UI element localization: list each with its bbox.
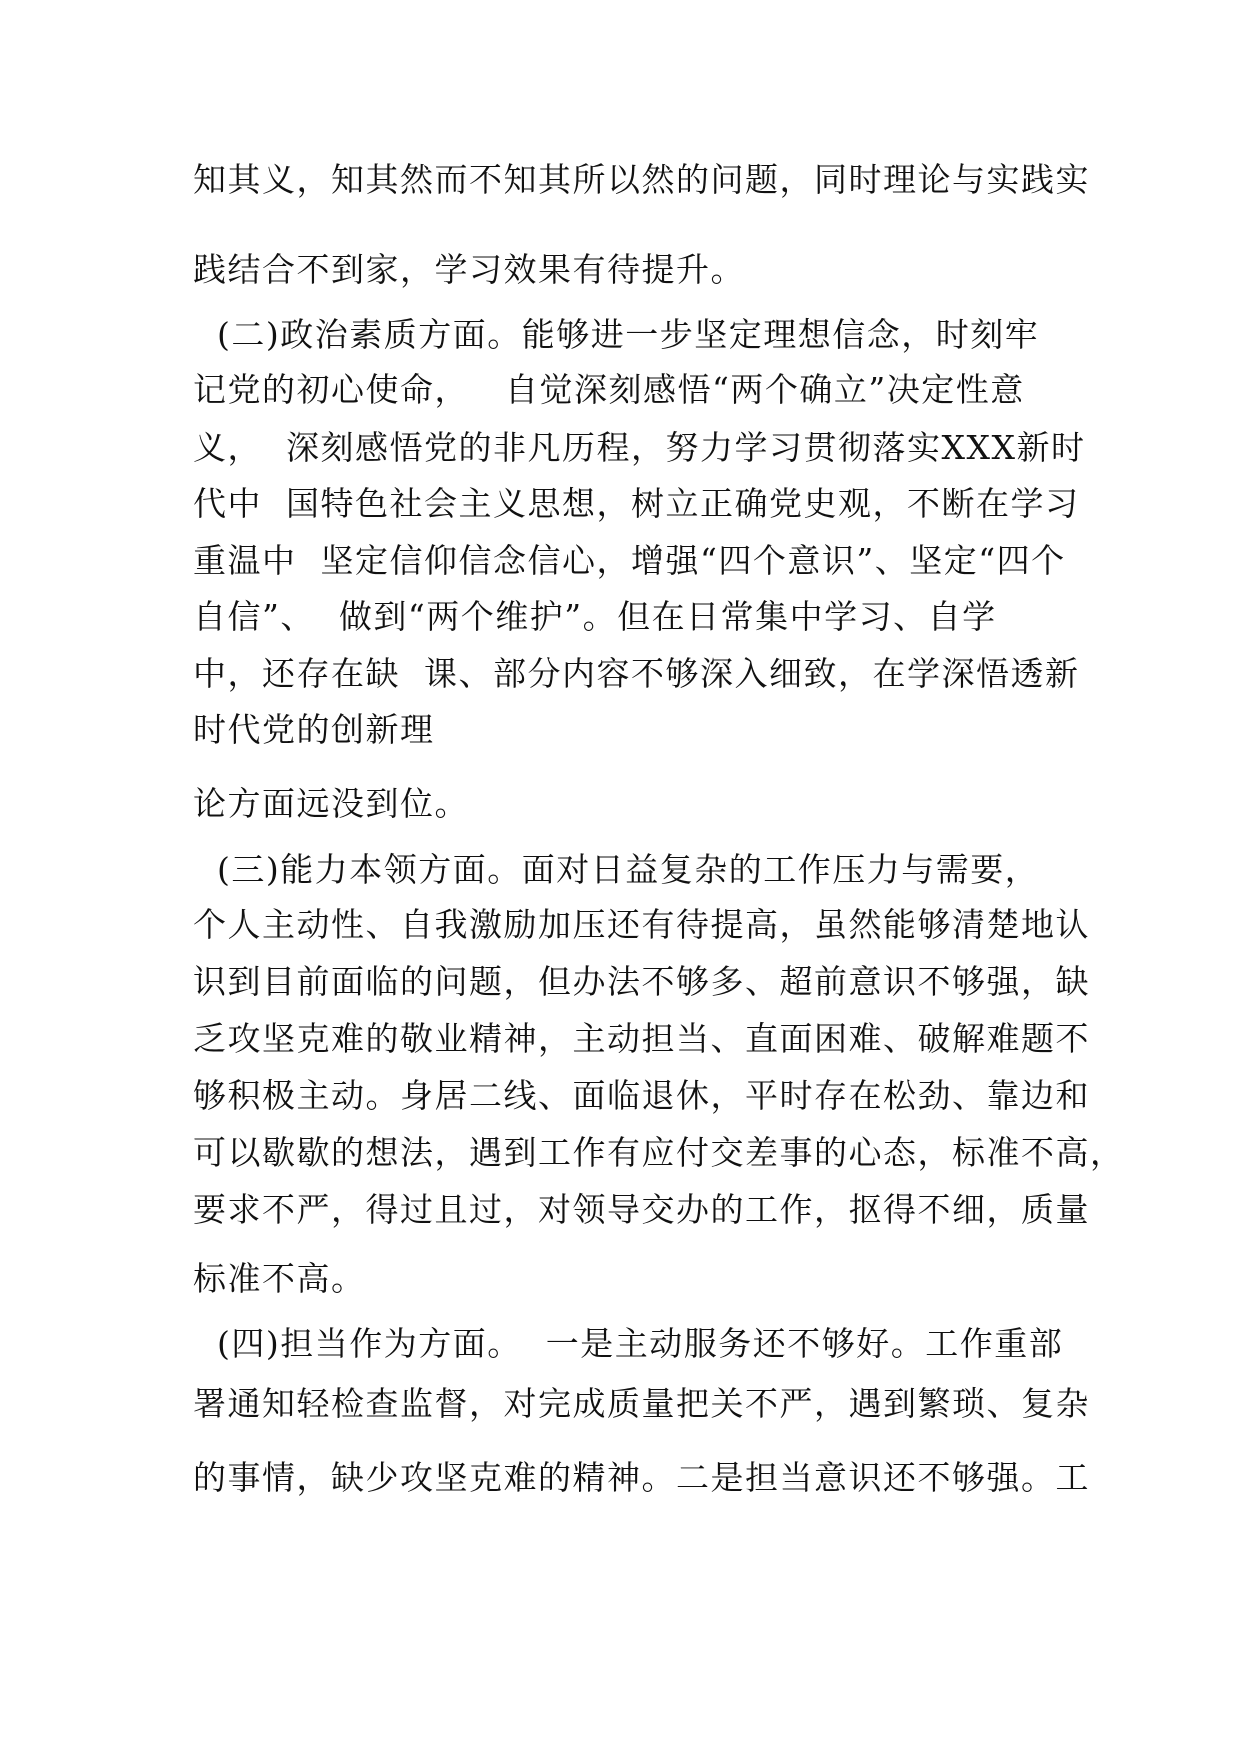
text-line: 时代党的创新理 [193, 710, 435, 749]
text-line: 记党的初心使命， 自觉深刻感悟“两个确立”决定性意 [193, 370, 1025, 409]
text-line: 的事情，缺少攻坚克难的精神。二是担当意识还不够强。工 [193, 1458, 1090, 1497]
text-line: 践结合不到家，学习效果有待提升。 [193, 250, 745, 289]
text-line: 知其义，知其然而不知其所以然的问题，同时理论与实践实 [193, 160, 1090, 199]
text-line: (四)担当作为方面。 一是主动服务还不够好。工作重部 [193, 1324, 1064, 1363]
text-line: 中，还存在缺 课、部分内容不够深入细致，在学深悟透新 [193, 654, 1080, 693]
text-line: (三)能力本领方面。面对日益复杂的工作压力与需要， [193, 850, 1040, 889]
text-line: 论方面远没到位。 [193, 784, 469, 823]
text-line: 个人主动性、自我激励加压还有待提高，虽然能够清楚地认 [193, 905, 1090, 944]
text-line: 义， 深刻感悟党的非凡历程，努力学习贯彻落实XXX新时 [193, 428, 1086, 467]
text-line: 够积极主动。身居二线、面临退休，平时存在松劲、靠边和 [193, 1076, 1090, 1115]
text-line: 要求不严，得过且过，对领导交办的工作，抠得不细，质量 [193, 1190, 1090, 1229]
text-line: 自信”、 做到“两个维护”。但在日常集中学习、自学 [193, 597, 997, 636]
text-line: 可以歇歇的想法，遇到工作有应付交差事的心态，标准不高， [193, 1133, 1125, 1172]
text-line: 标准不高。 [193, 1259, 366, 1298]
text-line: 重温中 坚定信仰信念信心，增强“四个意识”、坚定“四个 [193, 541, 1066, 580]
text-line: 识到目前面临的问题，但办法不够多、超前意识不够强，缺 [193, 962, 1090, 1001]
text-line: 乏攻坚克难的敬业精神，主动担当、直面困难、破解难题不 [193, 1019, 1090, 1058]
text-line: 代中 国特色社会主义思想，树立正确党史观，不断在学习 [193, 484, 1080, 523]
text-line: (二)政治素质方面。能够进一步坚定理想信念，时刻牢 [193, 315, 1040, 354]
text-line: 署通知轻检查监督，对完成质量把关不严，遇到繁琐、复杂 [193, 1384, 1090, 1423]
